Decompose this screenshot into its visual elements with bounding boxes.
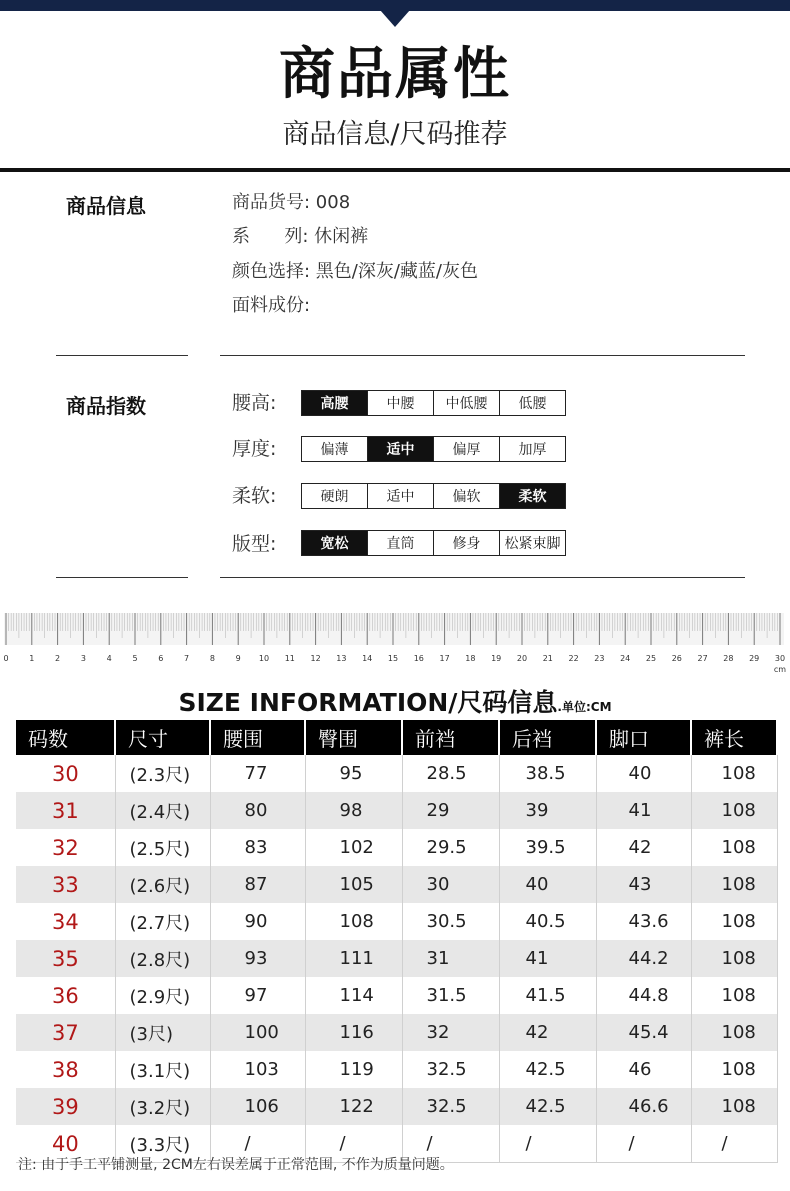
- cell-length: 108: [691, 903, 777, 940]
- cell-front-rise: 31: [402, 940, 499, 977]
- ruler-number: 30: [774, 654, 786, 663]
- ruler-number: 9: [235, 654, 241, 663]
- header-divider: [0, 168, 790, 172]
- ruler-number: 1: [29, 654, 35, 663]
- cell-leg-opening: 44.2: [596, 940, 691, 977]
- cell-size: 30: [16, 755, 115, 792]
- cell-waist: 87: [210, 866, 305, 903]
- cell-length: 108: [691, 755, 777, 792]
- option-thickness-medium[interactable]: 适中: [367, 436, 434, 462]
- table-row: [16, 1088, 777, 1125]
- info-colors: 颜色选择: 黑色/深灰/藏蓝/灰色: [232, 261, 478, 282]
- cell-length: 108: [691, 1051, 777, 1088]
- cell-length: 108: [691, 977, 777, 1014]
- ruler-number: 17: [439, 654, 450, 663]
- ruler-number: 11: [284, 654, 295, 663]
- section-divider-left-2: [56, 577, 188, 578]
- cell-leg-opening: 43.6: [596, 903, 691, 940]
- section-divider-right: [220, 355, 745, 356]
- ruler-number: 25: [645, 654, 657, 663]
- index-label-softness: 柔软:: [232, 485, 277, 507]
- ruler-number: 0: [3, 654, 9, 663]
- cell-size: 33: [16, 866, 115, 903]
- cell-front-rise: 28.5: [402, 755, 499, 792]
- cell-leg-opening: 45.4: [596, 1014, 691, 1051]
- option-thick[interactable]: 偏厚: [433, 436, 500, 462]
- cell-hip: 122: [305, 1088, 402, 1125]
- option-extra-thick[interactable]: 加厚: [499, 436, 566, 462]
- ruler-number: 20: [516, 654, 528, 663]
- table-row: [16, 903, 777, 940]
- cell-dimension: (2.4尺): [115, 792, 210, 829]
- ruler-number: 4: [106, 654, 112, 663]
- cell-leg-opening: 40: [596, 755, 691, 792]
- ruler-number: 5: [132, 654, 138, 663]
- product-info-label: 商品信息: [66, 194, 146, 218]
- table-row: [16, 829, 777, 866]
- fit-options: [301, 530, 565, 556]
- col-header-dimension: 尺寸: [115, 720, 210, 755]
- cell-hip: 98: [305, 792, 402, 829]
- product-index-label: 商品指数: [66, 394, 146, 418]
- cell-size: 37: [16, 1014, 115, 1051]
- cell-back-rise: 42.5: [499, 1088, 596, 1125]
- ruler-number: 18: [465, 654, 476, 663]
- col-header-waist: 腰围: [210, 720, 305, 755]
- cell-dimension: (2.9尺): [115, 977, 210, 1014]
- cell-size: 31: [16, 792, 115, 829]
- index-label-waist: 腰高:: [232, 392, 277, 414]
- cell-hip: 105: [305, 866, 402, 903]
- cell-leg-opening: 42: [596, 829, 691, 866]
- ruler-number: 28: [723, 654, 734, 663]
- table-row: [16, 940, 777, 977]
- cell-back-rise: 39.5: [499, 829, 596, 866]
- ruler-number: 14: [362, 654, 373, 663]
- cell-leg-opening: 41: [596, 792, 691, 829]
- thickness-options: [301, 436, 565, 462]
- top-banner-notch: [380, 10, 410, 27]
- ruler-number: 23: [594, 654, 605, 663]
- option-soft[interactable]: 柔软: [499, 483, 566, 509]
- cell-dimension: (2.6尺): [115, 866, 210, 903]
- cell-length: 108: [691, 792, 777, 829]
- col-header-size: 码数: [16, 720, 115, 755]
- cell-hip: 111: [305, 940, 402, 977]
- col-header-hip: 臀围: [305, 720, 402, 755]
- cell-dimension: (3.1尺): [115, 1051, 210, 1088]
- ruler-number: 22: [568, 654, 579, 663]
- cell-size: 32: [16, 829, 115, 866]
- cell-dimension: (3.3尺): [115, 1125, 210, 1163]
- cell-dimension: (2.5尺): [115, 829, 210, 866]
- table-row: [16, 755, 777, 792]
- cell-size: 40: [16, 1125, 115, 1163]
- cell-size: 34: [16, 903, 115, 940]
- cell-back-rise: 40.5: [499, 903, 596, 940]
- cell-length: 108: [691, 1014, 777, 1051]
- cell-size: 36: [16, 977, 115, 1014]
- cell-size: 38: [16, 1051, 115, 1088]
- ruler-number: 10: [258, 654, 270, 663]
- page-title: 商品属性: [279, 42, 511, 107]
- ruler-number: 7: [184, 654, 190, 663]
- option-waist-low[interactable]: 低腰: [499, 390, 566, 416]
- col-header-leg-opening: 脚口: [596, 720, 691, 755]
- cell-length: 108: [691, 866, 777, 903]
- option-thin[interactable]: 偏薄: [301, 436, 368, 462]
- cell-back-rise: 39: [499, 792, 596, 829]
- cell-back-rise: /: [499, 1125, 596, 1163]
- cell-waist: 83: [210, 829, 305, 866]
- option-waist-midlow[interactable]: 中低腰: [433, 390, 500, 416]
- cell-leg-opening: 44.8: [596, 977, 691, 1014]
- cell-hip: 102: [305, 829, 402, 866]
- waist-options: [301, 390, 565, 416]
- col-header-back-rise: 后裆: [499, 720, 596, 755]
- cell-dimension: (2.7尺): [115, 903, 210, 940]
- ruler-number: 15: [387, 654, 399, 663]
- ruler-number: 2: [55, 654, 61, 663]
- cell-back-rise: 38.5: [499, 755, 596, 792]
- cell-waist: 93: [210, 940, 305, 977]
- ruler-number: 13: [336, 654, 347, 663]
- cell-length: 108: [691, 940, 777, 977]
- ruler-number: 3: [80, 654, 86, 663]
- cell-length: 108: [691, 1088, 777, 1125]
- cell-hip: 108: [305, 903, 402, 940]
- cell-size: 39: [16, 1088, 115, 1125]
- cell-back-rise: 41.5: [499, 977, 596, 1014]
- cell-leg-opening: 43: [596, 866, 691, 903]
- table-row: [16, 977, 777, 1014]
- col-header-length: 裤长: [691, 720, 777, 755]
- cell-dimension: (2.3尺): [115, 755, 210, 792]
- ruler-number: 21: [542, 654, 553, 663]
- size-info-title: SIZE INFORMATION/尺码信息: [178, 688, 558, 717]
- cell-waist: 77: [210, 755, 305, 792]
- cell-hip: 116: [305, 1014, 402, 1051]
- ruler-number: 26: [671, 654, 682, 663]
- ruler-number: 16: [413, 654, 424, 663]
- info-series: 系 列: 休闲裤: [232, 226, 369, 247]
- cell-back-rise: 40: [499, 866, 596, 903]
- table-row: [16, 1014, 777, 1051]
- option-softness-medium[interactable]: 适中: [367, 483, 434, 509]
- table-row: [16, 792, 777, 829]
- col-header-front-rise: 前裆: [402, 720, 499, 755]
- info-item-no: 商品货号: 008: [232, 192, 351, 213]
- size-table: [16, 720, 778, 1163]
- ruler-number: 24: [620, 654, 631, 663]
- cell-front-rise: 32: [402, 1014, 499, 1051]
- cell-front-rise: /: [402, 1125, 499, 1163]
- option-slim[interactable]: 修身: [433, 530, 500, 556]
- cell-waist: 97: [210, 977, 305, 1014]
- ruler-body: [4, 613, 784, 645]
- cell-leg-opening: 46: [596, 1051, 691, 1088]
- cell-waist: 80: [210, 792, 305, 829]
- ruler-number: 8: [209, 654, 215, 663]
- cell-front-rise: 30: [402, 866, 499, 903]
- option-stiff[interactable]: 硬朗: [301, 483, 368, 509]
- cell-front-rise: 30.5: [402, 903, 499, 940]
- cell-hip: /: [305, 1125, 402, 1163]
- option-waist-mid[interactable]: 中腰: [367, 390, 434, 416]
- ruler-number: 6: [158, 654, 164, 663]
- size-table-header-row: [16, 720, 777, 755]
- cell-back-rise: 42.5: [499, 1051, 596, 1088]
- cell-front-rise: 29: [402, 792, 499, 829]
- size-unit-note: .单位:CM: [557, 700, 612, 714]
- ruler-number: 29: [749, 654, 760, 663]
- index-label-fit: 版型:: [232, 533, 277, 555]
- cell-back-rise: 41: [499, 940, 596, 977]
- cell-dimension: (2.8尺): [115, 940, 210, 977]
- cell-leg-opening: 46.6: [596, 1088, 691, 1125]
- cell-dimension: (3尺): [115, 1014, 210, 1051]
- cell-leg-opening: /: [596, 1125, 691, 1163]
- cell-dimension: (3.2尺): [115, 1088, 210, 1125]
- section-divider-left: [56, 355, 188, 356]
- option-waist-high[interactable]: 高腰: [301, 390, 368, 416]
- cell-waist: 103: [210, 1051, 305, 1088]
- size-info-heading: [0, 683, 790, 719]
- option-loose[interactable]: 宽松: [301, 530, 368, 556]
- ruler-number: 19: [491, 654, 502, 663]
- option-straight[interactable]: 直筒: [367, 530, 434, 556]
- softness-options: [301, 483, 565, 509]
- page-subtitle: 商品信息/尺码推荐: [282, 119, 508, 150]
- ruler-number: 27: [697, 654, 708, 663]
- cell-waist: 100: [210, 1014, 305, 1051]
- ruler-number: 12: [310, 654, 321, 663]
- cell-front-rise: 32.5: [402, 1088, 499, 1125]
- measuring-ruler: [4, 610, 786, 685]
- cell-hip: 114: [305, 977, 402, 1014]
- option-softish[interactable]: 偏软: [433, 483, 500, 509]
- cell-front-rise: 32.5: [402, 1051, 499, 1088]
- section-divider-right-2: [220, 577, 745, 578]
- index-label-thickness: 厚度:: [232, 438, 277, 460]
- table-row: [16, 866, 777, 903]
- cell-front-rise: 31.5: [402, 977, 499, 1014]
- cell-waist: 106: [210, 1088, 305, 1125]
- option-jogger[interactable]: 松紧束脚: [499, 530, 566, 556]
- table-row: [16, 1051, 777, 1088]
- cell-hip: 95: [305, 755, 402, 792]
- cell-size: 35: [16, 940, 115, 977]
- cell-front-rise: 29.5: [402, 829, 499, 866]
- cell-waist: 90: [210, 903, 305, 940]
- info-fabric: 面料成份:: [232, 295, 311, 316]
- cell-length: /: [691, 1125, 777, 1163]
- cell-hip: 119: [305, 1051, 402, 1088]
- cell-length: 108: [691, 829, 777, 866]
- ruler-unit: cm: [773, 665, 787, 674]
- cell-back-rise: 42: [499, 1014, 596, 1051]
- measurement-note: 注: 由于手工平铺测量, 2CM左右误差属于正常范围, 不作为质量问题。: [18, 1157, 454, 1173]
- cell-waist: /: [210, 1125, 305, 1163]
